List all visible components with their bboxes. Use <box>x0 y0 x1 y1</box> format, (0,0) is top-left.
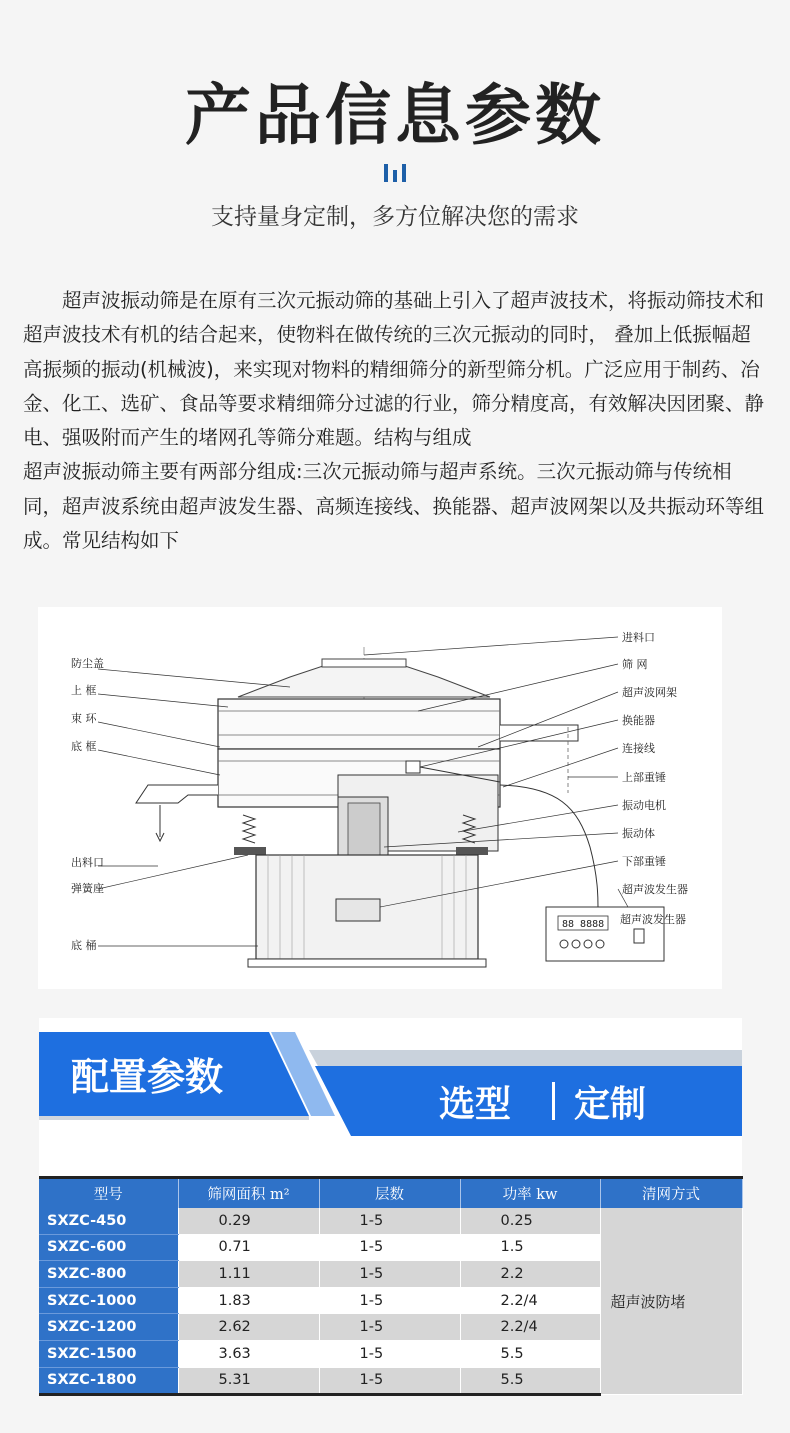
structure-diagram <box>38 607 722 989</box>
label-ultrasonic-frame: 超声波网架 <box>622 686 677 699</box>
label-dust-cover: 防尘盖 <box>71 657 104 670</box>
config-banner-title: 配置参数 <box>71 1055 224 1099</box>
col-power: 功率 kw <box>460 1178 600 1209</box>
label-spring-seat: 弹簧座 <box>71 882 104 895</box>
cell-model: SXZC-1500 <box>39 1340 178 1367</box>
cell-layers: 1-5 <box>319 1234 460 1261</box>
label-base-barrel: 底 桶 <box>71 939 97 952</box>
cell-area: 1.11 <box>178 1261 319 1288</box>
cell-model: SXZC-1200 <box>39 1314 178 1341</box>
cell-model: SXZC-450 <box>39 1208 178 1234</box>
cell-power: 0.25 <box>460 1208 600 1234</box>
cell-model: SXZC-600 <box>39 1234 178 1261</box>
label-clamp-ring: 束 环 <box>71 712 97 725</box>
label-screen-mesh: 筛 网 <box>622 658 648 671</box>
page-subtitle: 支持量身定制，多方位解决您的需求 <box>211 204 579 230</box>
label-ultrasonic-generator: 超声波发生器 <box>622 883 688 896</box>
cell-area: 3.63 <box>178 1340 319 1367</box>
config-banner-custom: 定制 <box>574 1084 647 1125</box>
col-cleaning: 清网方式 <box>600 1178 742 1209</box>
col-area: 筛网面积 m² <box>178 1178 319 1209</box>
cell-area: 5.31 <box>178 1367 319 1395</box>
cell-area: 0.29 <box>178 1208 319 1234</box>
cell-power: 5.5 <box>460 1340 600 1367</box>
label-lower-weight: 下部重锤 <box>622 855 666 868</box>
cell-layers: 1-5 <box>319 1287 460 1314</box>
label-bottom-frame: 底 框 <box>71 740 97 753</box>
label-cable: 连接线 <box>622 742 655 755</box>
cell-power: 5.5 <box>460 1367 600 1395</box>
config-banner-select: 选型 <box>439 1084 512 1125</box>
label-vibration-motor: 振动电机 <box>622 799 666 812</box>
intro-text <box>23 284 768 558</box>
cell-layers: 1-5 <box>319 1340 460 1367</box>
label-upper-weight: 上部重锤 <box>622 771 666 784</box>
cell-power: 1.5 <box>460 1234 600 1261</box>
label-vibrating-body: 振动体 <box>622 827 655 840</box>
label-inlet: 进料口 <box>622 631 655 644</box>
cell-area: 1.83 <box>178 1287 319 1314</box>
config-banner <box>39 1018 742 1176</box>
config-section <box>39 1018 742 1393</box>
intro-paragraph-2: 超声波振动筛主要有两部分组成:三次元振动筛与超声系统。三次元振动筛与传统相同，超声波系统由超声波发生器、高频连接线、换能器、超声波网架以及共振动环等组成。常见结构如下 <box>23 460 765 553</box>
svg-text:88 8888: 88 8888 <box>562 919 605 930</box>
intro-paragraph-1: 超声波振动筛是在原有三次元振动筛的基础上引入了超声波技术，将振动筛技术和超声波技术有机的结合起来，使物料在做传统的三次元振动的同时， 叠加上低振幅超高振频的振动(机械波)，来实现对物料的精细筛分的新型筛分机。广泛应用于制药、冶金、化工、选矿、食品等要求精细筛分过滤的行业，筛分精度高，有效解决因团聚、静电、强吸附而产生的堵网孔等筛分难题。结构与组成 <box>23 289 765 450</box>
cell-layers: 1-5 <box>319 1367 460 1395</box>
table-row <box>39 1208 742 1234</box>
divider-bars-icon <box>382 164 408 184</box>
cell-cleaning-method: 超声波防堵 <box>600 1208 742 1395</box>
cell-model: SXZC-1800 <box>39 1367 178 1395</box>
generator-panel-label: 超声波发生器 <box>620 913 686 926</box>
structure-drawing <box>38 607 722 989</box>
cell-layers: 1-5 <box>319 1314 460 1341</box>
cell-model: SXZC-800 <box>39 1261 178 1288</box>
cell-layers: 1-5 <box>319 1261 460 1288</box>
cell-model: SXZC-1000 <box>39 1287 178 1314</box>
label-outlet: 出料口 <box>71 856 104 869</box>
cell-power: 2.2/4 <box>460 1314 600 1341</box>
spec-table-header <box>39 1178 742 1209</box>
cell-area: 2.62 <box>178 1314 319 1341</box>
cell-power: 2.2/4 <box>460 1287 600 1314</box>
cell-layers: 1-5 <box>319 1208 460 1234</box>
spec-table <box>39 1176 743 1396</box>
col-model: 型号 <box>39 1178 178 1209</box>
page-title: 产品信息参数 <box>185 77 605 154</box>
cell-power: 2.2 <box>460 1261 600 1288</box>
cell-area: 0.71 <box>178 1234 319 1261</box>
label-upper-frame: 上 框 <box>71 684 97 697</box>
col-layers: 层数 <box>319 1178 460 1209</box>
label-transducer: 换能器 <box>622 714 655 727</box>
